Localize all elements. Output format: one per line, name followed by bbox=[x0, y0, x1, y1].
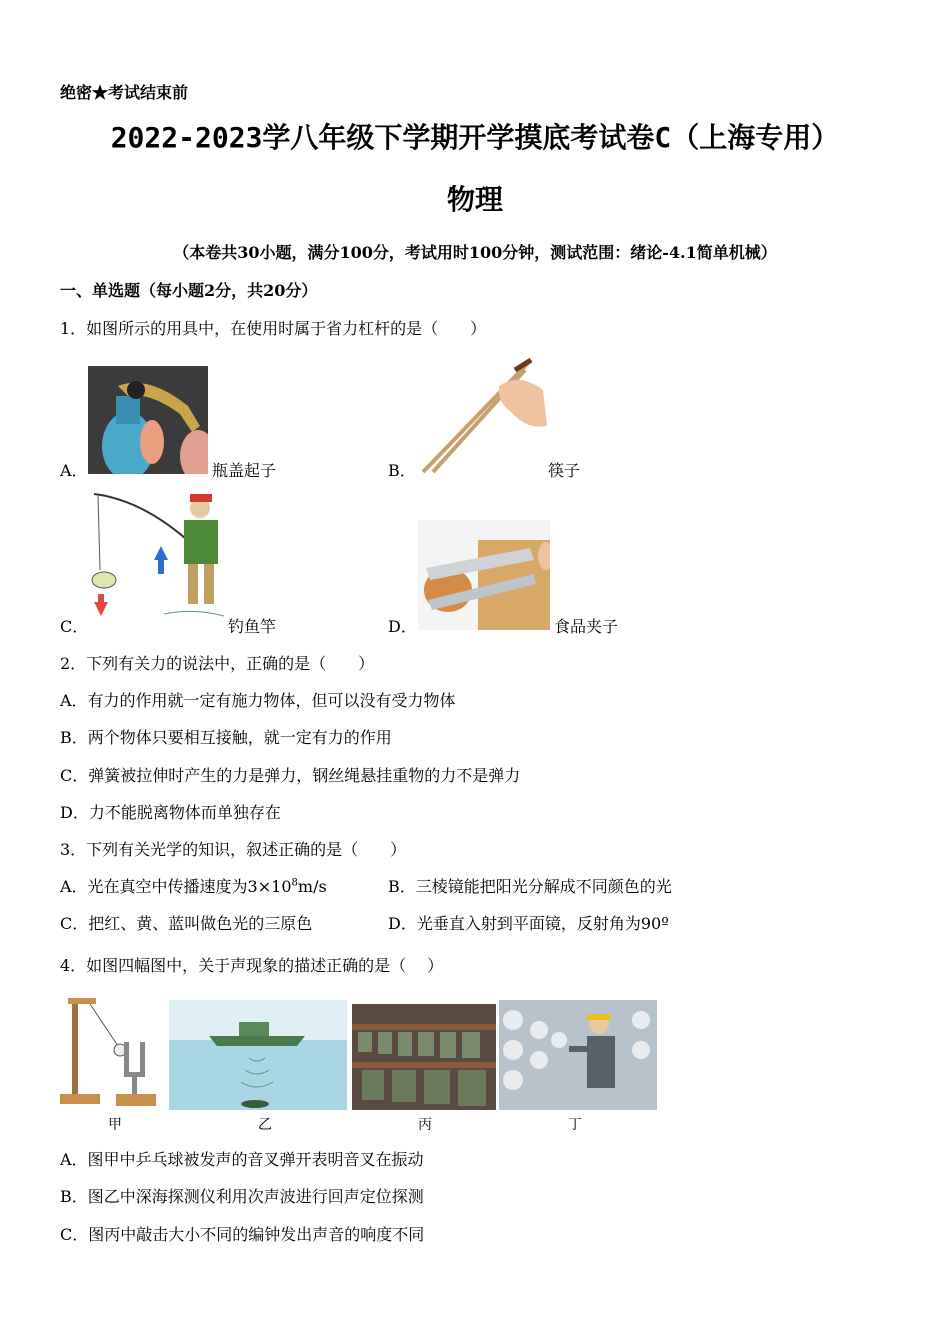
q4-label-bing: 丙 bbox=[418, 1117, 432, 1133]
subject-title: 物理 bbox=[446, 183, 503, 216]
q1-option-a-text: 瓶盖起子 bbox=[212, 461, 277, 480]
q4-label-ding: 丁 bbox=[568, 1117, 582, 1133]
q4-label-yi: 乙 bbox=[258, 1117, 272, 1133]
q2-stem: 2．下列有关力的说法中，正确的是（ ） bbox=[60, 654, 375, 673]
q4-stem: 4．如图四幅图中，关于声现象的描述正确的是（ ） bbox=[60, 956, 444, 975]
bottle-opener-image bbox=[88, 366, 208, 474]
q1-option-b-letter: B． bbox=[388, 461, 416, 480]
q1-option-a-letter: A． bbox=[60, 461, 88, 480]
q1-option-c-text: 钓鱼竿 bbox=[228, 617, 277, 636]
q3-option-a bbox=[60, 874, 327, 897]
section-heading: 一、单选题（每小题2分，共20分） bbox=[60, 281, 318, 300]
q3-option-d: D．光垂直入射到平面镜，反射角为90º bbox=[388, 914, 669, 933]
q2-option-b: B．两个物体只要相互接触，就一定有力的作用 bbox=[60, 728, 392, 747]
q4-option-c: C．图丙中敲击大小不同的编钟发出声音的响度不同 bbox=[60, 1225, 425, 1244]
q4-label-jia: 甲 bbox=[108, 1117, 122, 1133]
q2-option-a: A．有力的作用就一定有施力物体，但可以没有受力物体 bbox=[60, 691, 456, 710]
q1-stem: 1．如图所示的用具中，在使用时属于省力杠杆的是（ ） bbox=[60, 319, 487, 338]
confidential-label: 绝密★考试结束前 bbox=[60, 83, 189, 102]
food-tongs-image bbox=[418, 520, 550, 630]
q1-option-b-text: 筷子 bbox=[548, 461, 581, 480]
fishing-rod-image bbox=[84, 490, 226, 630]
exam-note: （本卷共30小题，满分100分，考试用时100分钟，测试范围：绪论-4.1简单机械） bbox=[173, 243, 777, 262]
chime-bells-image bbox=[352, 1004, 496, 1110]
tuning-fork-image bbox=[60, 994, 160, 1110]
q3-option-c: C．把红、黄、蓝叫做色光的三原色 bbox=[60, 914, 313, 933]
q4-option-b: B．图乙中深海探测仪利用次声波进行回声定位探测 bbox=[60, 1187, 424, 1206]
q3-option-a-pre: A．光在真空中传播速度为3×10 bbox=[60, 877, 292, 896]
q4-option-a: A．图甲中乒乓球被发声的音叉弹开表明音叉在振动 bbox=[60, 1150, 424, 1169]
q2-option-c: C．弹簧被拉伸时产生的力是弹力，钢丝绳悬挂重物的力不是弹力 bbox=[60, 766, 521, 785]
q1-option-c-letter: C． bbox=[60, 617, 89, 636]
factory-worker-image bbox=[499, 1000, 657, 1110]
q1-option-d-text: 食品夹子 bbox=[554, 617, 619, 636]
chopsticks-image bbox=[415, 356, 547, 474]
sonar-ship-image bbox=[169, 1000, 347, 1110]
q3-option-a-post: m/s bbox=[297, 877, 327, 896]
q3-stem: 3．下列有关光学的知识，叙述正确的是（ ） bbox=[60, 840, 407, 859]
q3-option-b: B．三棱镜能把阳光分解成不同颜色的光 bbox=[388, 877, 672, 896]
q3-option-a-exponent: 8 bbox=[291, 877, 298, 889]
exam-title: 2022-2023学八年级下学期开学摸底考试卷C（上海专用） bbox=[110, 121, 840, 154]
q2-option-d: D．力不能脱离物体而单独存在 bbox=[60, 803, 281, 822]
q1-option-d-letter: D． bbox=[388, 617, 417, 636]
